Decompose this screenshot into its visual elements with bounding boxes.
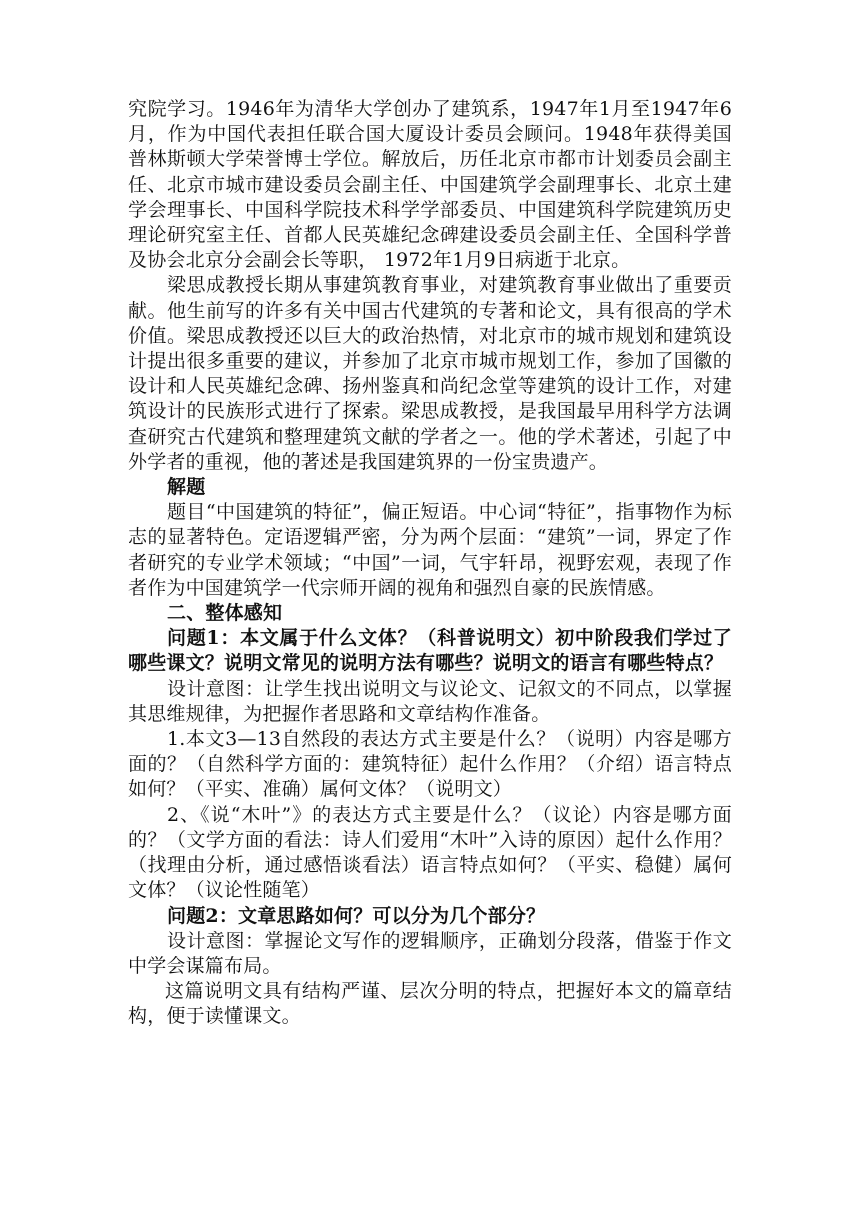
heading-jieti: 解题 [167,476,206,499]
design-intent-2: 设计意图：掌握论文写作的逻辑顺序，正确划分段落，借鉴于作文中学会谋篇布局。 [128,929,732,977]
paragraph-biography-continued: 究院学习。1946年为清华大学创办了建筑系，1947年1月至1947年6月，作为中国代表担任联合国大厦设计委员会顾问。1948年获得美国普林斯顿大学荣誉博士学位。解放后，历任北京市都市计划委员会副主任、北京市城市建设委员会副主任、中国建筑学会副理事长、北京土建学会理事长、中国科学院技术科学学部委员、中国建筑科学院建筑历史理论研究室主任、首都人民英雄纪念碑建设委员会副主任、全国科学普及协会北京分会副会长等职， 1972年1月9日病逝于北京。 [128,98,732,272]
question-2: 问题2：文章思路如何？可以分为几个部分？ [167,904,546,927]
heading-overall-perception: 二、整体感知 [167,602,283,625]
document-page [128,97,732,1030]
question-1: 问题1：本文属于什么文体？（科普说明文）初中阶段我们学过了哪些课文？说明文常见的说明方法有哪些？说明文的语言有哪些特点？ [128,627,732,675]
paragraph-structure: 这篇说明文具有结构严谨、层次分明的特点，把握好本文的篇章结构，便于读懂课文。 [128,980,732,1028]
paragraph-contributions: 梁思成教授长期从事建筑教育事业，对建筑教育事业做出了重要贡献。他生前写的许多有关中国古代建筑的专著和论文，具有很高的学术价值。梁思成教授还以巨大的政治热情，对北京市的城市规划和建筑设计提出很多重要的建议，并参加了北京市城市规划工作，参加了国徽的设计和人民英雄纪念碑、扬州鉴真和尚纪念堂等建筑的设计工作，对建筑设计的民族形式进行了探索。梁思成教授，是我国最早用科学方法调查研究古代建筑和整理建筑文献的学者之一。他的学术著述，引起了中外学者的重视，他的著述是我国建筑界的一份宝贵遗产。 [128,274,732,473]
paragraph-item-2: 2、《说“木叶”》的表达方式主要是什么？（议论）内容是哪方面的？（文学方面的看法：诗人们爱用“木叶”入诗的原因）起什么作用？（找理由分析，通过感悟谈看法）语言特点如何？（平实、稳健）属何文体？（议论性随笔） [128,803,732,902]
paragraph-title-explanation: 题目“中国建筑的特征”，偏正短语。中心词“特征”，指事物作为标志的显著特色。定语逻辑严密，分为两个层面：“建筑”一词，界定了作者研究的专业学术领域；“中国”一词，气宇轩昂，视野宏观，表现了作者作为中国建筑学一代宗师开阔的视角和强烈自豪的民族情感。 [128,501,732,599]
paragraph-item-1: 1.本文3—13自然段的表达方式主要是什么？（说明）内容是哪方面的？（自然科学方面的：建筑特征）起什么作用？（介绍）语言特点如何？（平实、准确）属何文体？（说明文） [128,728,732,801]
design-intent-1: 设计意图：让学生找出说明文与议论文、记叙文的不同点，以掌握其思维规律，为把握作者思路和文章结构作准备。 [128,677,732,725]
